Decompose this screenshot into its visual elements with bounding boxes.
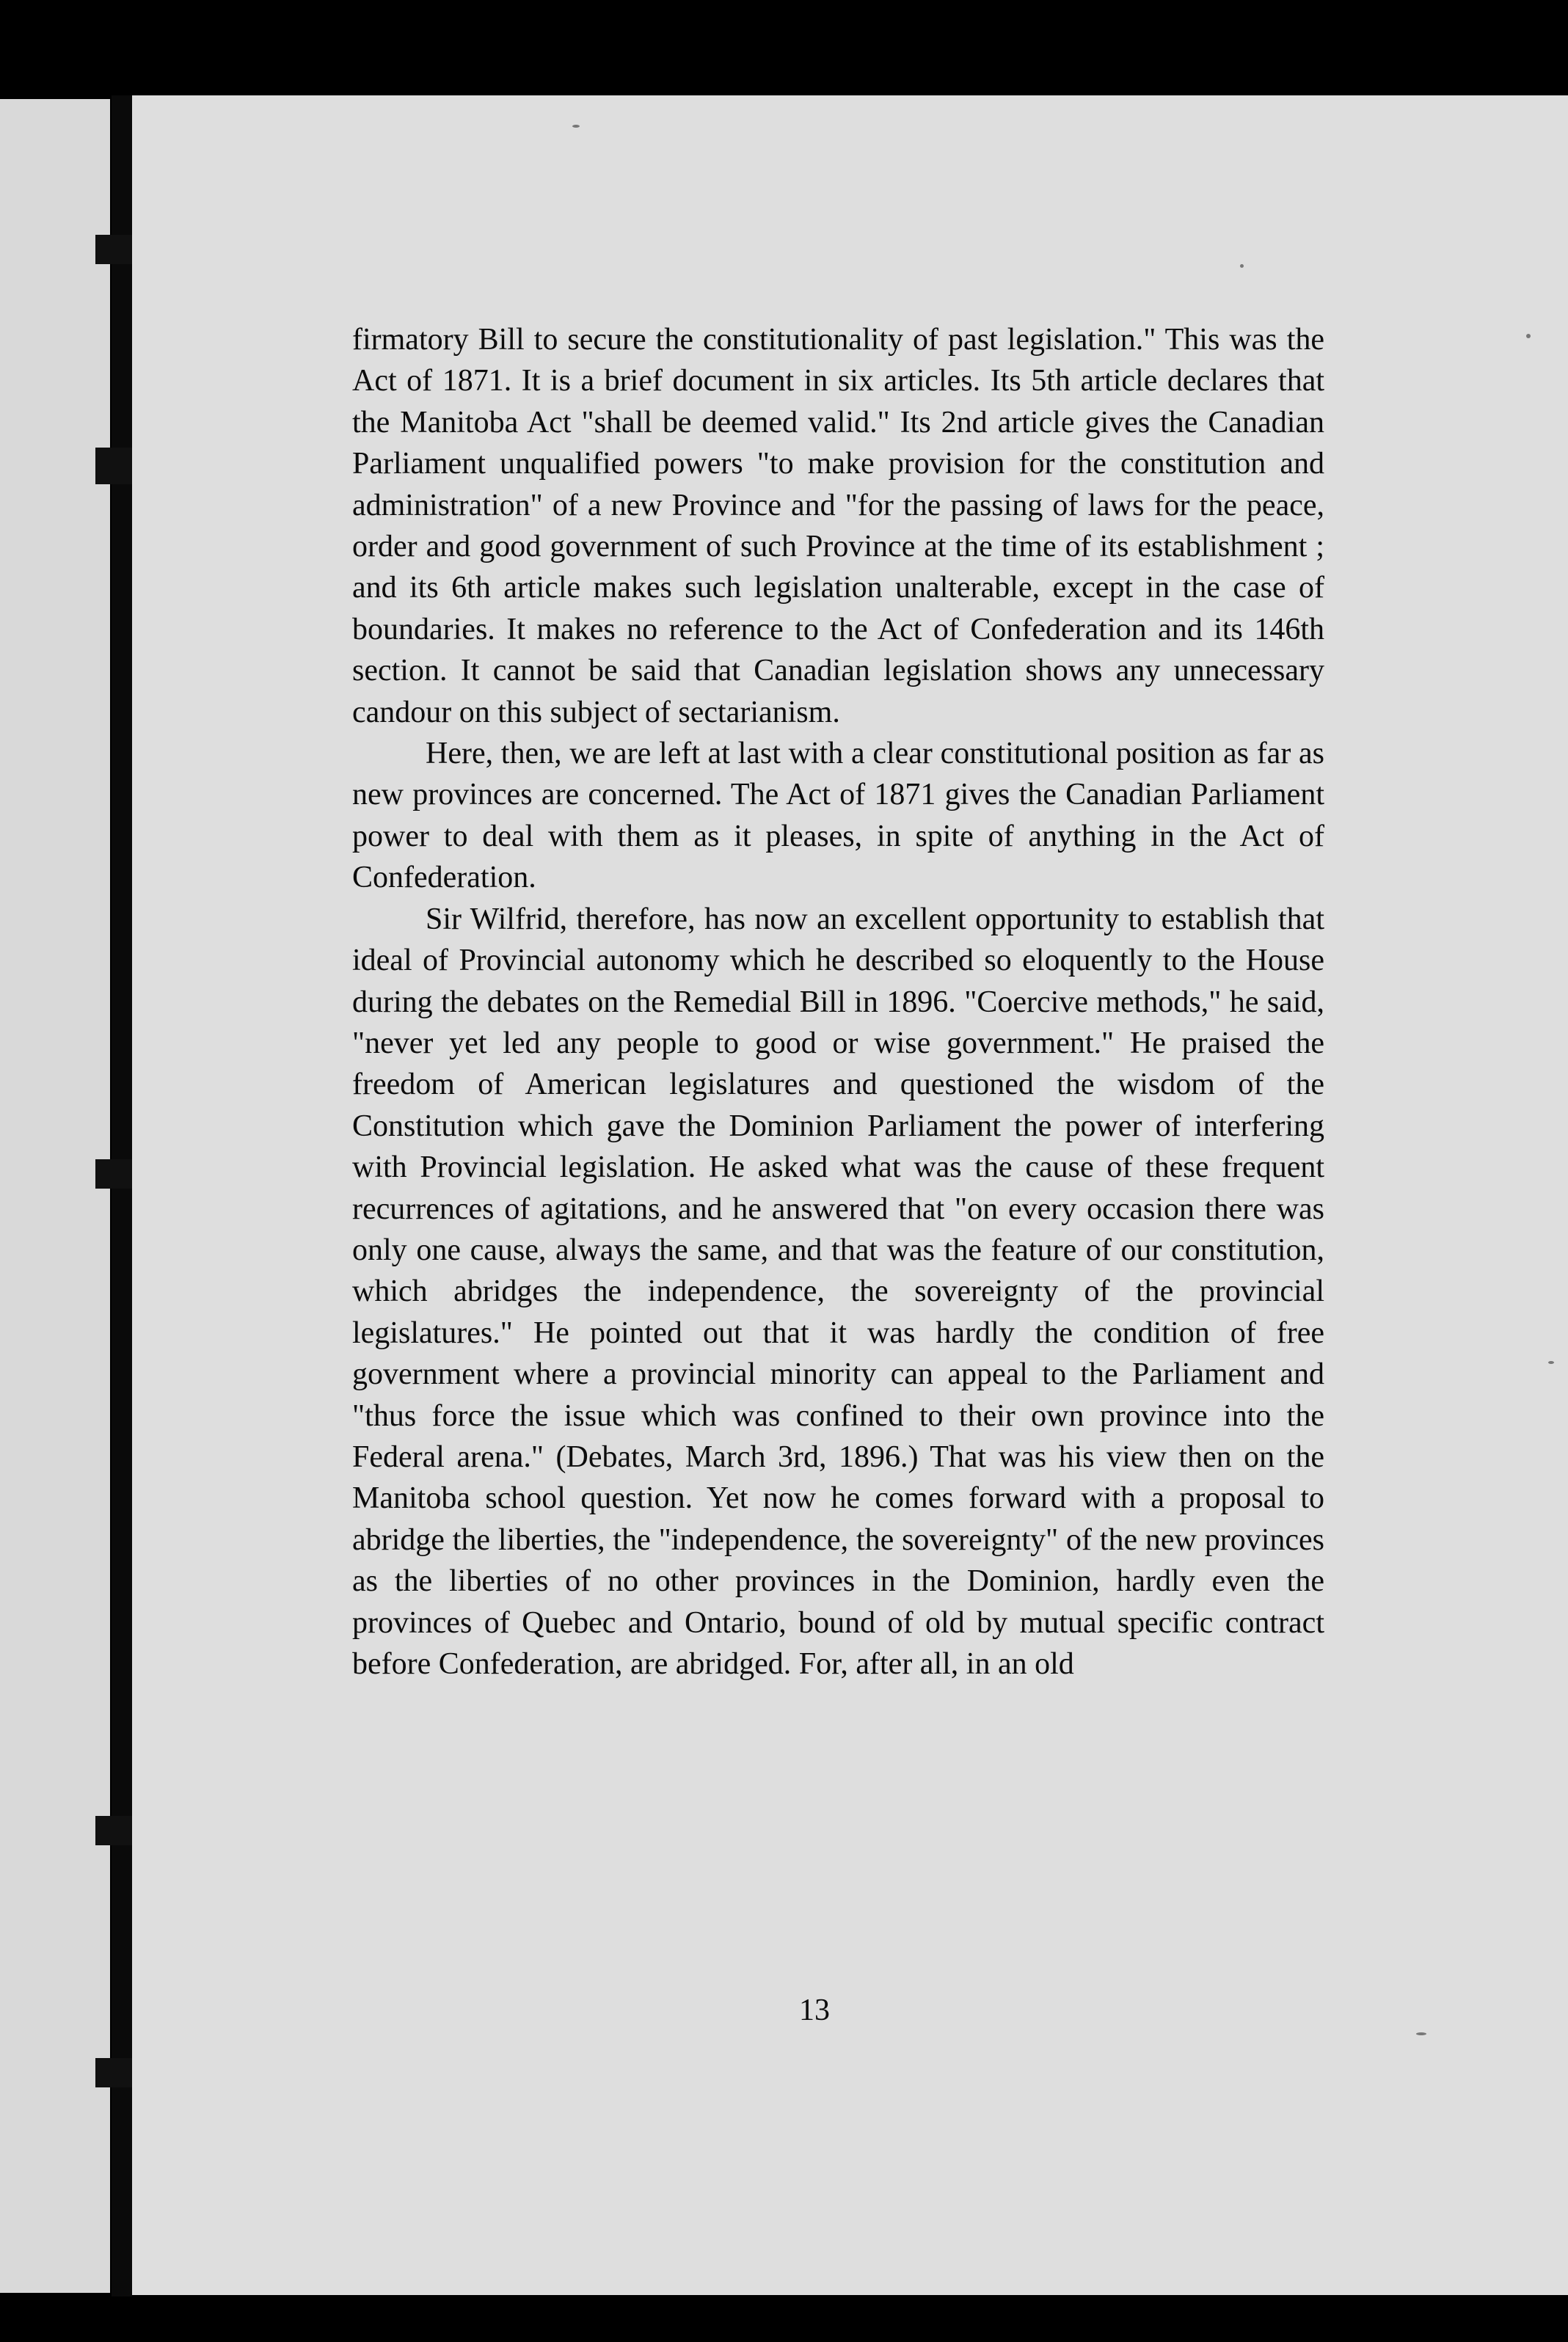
spine-binding-mark xyxy=(95,2058,132,2087)
paper-speck xyxy=(1526,334,1531,338)
spine-binding-mark xyxy=(95,1159,132,1189)
paper-speck xyxy=(1416,2032,1426,2035)
spine-binding-mark xyxy=(95,1816,132,1845)
body-text xyxy=(352,319,1324,1685)
book-spine xyxy=(112,95,132,2297)
spine-binding-mark xyxy=(95,235,132,264)
paper-speck xyxy=(1548,1361,1554,1364)
paragraph: firmatory Bill to secure the constitutionality of past legislation." This was the Act of 1871. It is a brief document in six articles. Its 5th article declares that the Manitoba Act "shall be deemed valid." Its 2nd article gives the Canadian Parliament unqualified powers "to make provision for the constitution and administration" of a new Province and "for the passing of laws for the peace, order and good government of such Province at the time of its establishment ; and its 6th article makes such legislation unalterable, except in the case of boundaries. It makes no reference to the Act of Confederation and its 146th section. It cannot be said that Canadian legislation shows any unnecessary candour on this subject of sectarianism. xyxy=(352,323,1324,729)
paragraph: Sir Wilfrid, therefore, has now an excellent opportunity to establish that ideal of Provincial autonomy which he described so eloquently to the House during the debates on the Remedial Bill in 1896. "Coercive methods," he said, "never yet led any people to good or wise government." He praised the freedom of American legislatures and questioned the wisdom of the Constitution which gave the Dominion Parliament the power of interfering with Provincial legislation. He asked what was the cause of these frequent recurrences of agitations, and he answered that "on every occasion there was only one cause, always the same, and that was the feature of our constitution, which abridges the independence, the sovereignty of the provincial legislatures." He pointed out that it was hardly the condition of free government where a provincial minority can appeal to the Parliament and "thus force the issue which was confined to their own province into the Federal arena." (Debates, March 3rd, 1896.) That was his view then on the Manitoba school question. Yet now he comes forward with a proposal to abridge the liberties, the "independence, the sovereignty" of the new provinces as the liberties of no other provinces in the Dominion, hardly even the provinces of Quebec and Ontario, bound of old by mutual specific contract before Confederation, are abridged. For, after all, in an old xyxy=(352,902,1324,1681)
paragraph: Here, then, we are left at last with a clear constitutional position as far as new provinces are concerned. The Act of 1871 gives the Canadian Parliament power to deal with them as it pleases, in spite of anything in the Act of Confederation. xyxy=(352,737,1324,895)
page-number: 13 xyxy=(799,1993,830,2027)
paper-speck xyxy=(572,125,580,128)
paper-speck xyxy=(1240,264,1244,268)
spine-binding-mark xyxy=(95,448,132,484)
previous-page-edge xyxy=(0,99,110,2293)
